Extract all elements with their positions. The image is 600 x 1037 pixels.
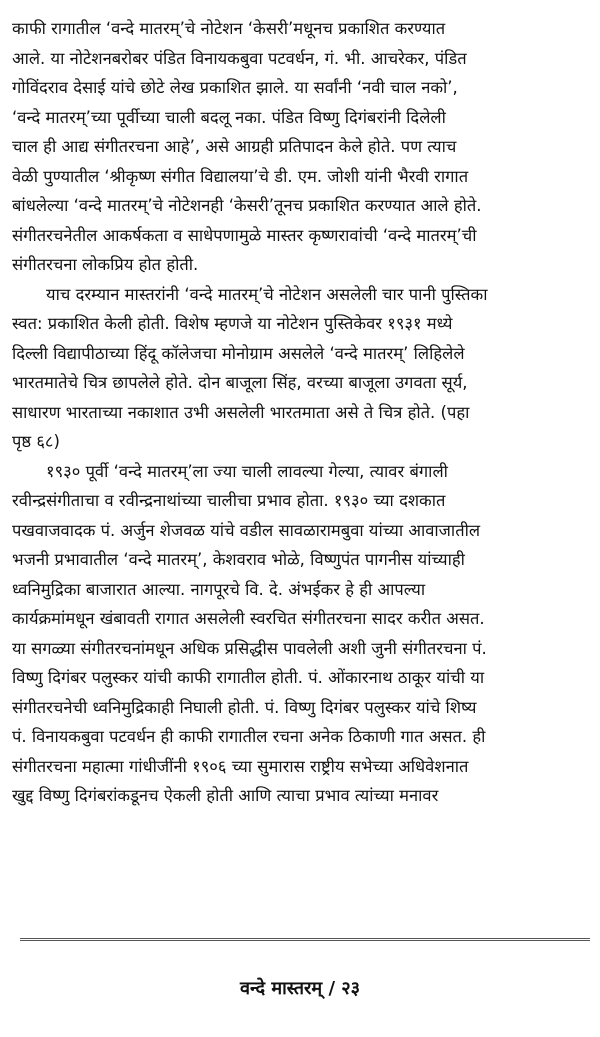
text-line: वेळी पुण्यातील ‘श्रीकृष्ण संगीत विद्यालया’चे डी. एम. जोशी यांनी भैरवी रागात	[12, 166, 469, 186]
body-text	[12, 14, 590, 811]
text-line: कार्यक्रमांमधून खंबावती रागात असलेली स्वरचित संगीतरचना सादर करीत असत.	[12, 609, 485, 628]
text-line: चाल ही आद्य संगीतरचना आहे’, असे आग्रही प्रतिपादन केले होते. पण त्याच	[12, 137, 457, 156]
text-line: पखवाजवादक पं. अर्जुन शेजवळ यांचे वडील सावळारामबुवा यांच्या आवाजातील	[12, 520, 481, 540]
text-line: साधारण भारताच्या नकाशात उभी असलेली भारतमाता असे ते चित्र होते. (पहा	[12, 402, 470, 422]
text-line: स्वत: प्रकाशित केली होती. विशेष म्हणजे या नोटेशन पुस्तिकेवर १९३१ मध्ये	[12, 314, 453, 333]
text-line: भारतमातेचे चित्र छापलेले होते. दोन बाजूला सिंह, वरच्या बाजूला उगवता सूर्य,	[12, 373, 468, 392]
text-line: संगीतरचनेतील आकर्षकता व साधेपणामुळे मास्तर कृष्णरावांची ‘वन्दे मातरम्’ची	[12, 225, 477, 245]
text-line: बांधलेल्या ‘वन्दे मातरम्’चे नोटेशनही ‘केसरी’तूनच प्रकाशित करण्यात आले होते.	[12, 196, 482, 215]
text-line: दिल्ली विद्यापीठाच्या हिंदू कॉलेजचा मोनोग्राम असलेले ‘वन्दे मातरम्’ लिहिलेले	[12, 343, 465, 363]
footer-divider	[20, 938, 590, 941]
page-footer: वन्दे मास्तरम् / २३	[239, 978, 361, 999]
text-line: ‘वन्दे मातरम्’च्या पूर्वीच्या चाली बदलू नका. पंडित विष्णु दिगंबरांनी दिलेली	[12, 107, 446, 127]
text-line: रवीन्द्रसंगीताचा व रवीन्द्रनाथांच्या चालीचा प्रभाव होता. १९३० च्या दशकात	[12, 491, 446, 510]
text-line: संगीतरचनेची ध्वनिमुद्रिकाही निघाली होती. पं. विष्णु दिगंबर पलुस्कर यांचे शिष्य	[12, 697, 477, 717]
text-line: गोविंदराव देसाई यांचे छोटे लेख प्रकाशित झाले. या सर्वांनी ‘नवी चाल नको’,	[12, 78, 458, 97]
text-line: विष्णु दिगंबर पलुस्कर यांची काफी रागातील होती. पं. ओंकारनाथ ठाकूर यांची या	[12, 668, 485, 687]
text-line: १९३० पूर्वी ‘वन्दे मातरम्’ला ज्या चाली लावल्या गेल्या, त्यावर बंगाली	[46, 461, 448, 481]
text-line: आले. या नोटेशनबरोबर पंडित विनायकबुवा पटवर्धन, गं. भी. आचरेकर, पंडित	[12, 48, 467, 68]
text-line: संगीतरचना लोकप्रिय होत होती.	[12, 255, 199, 274]
text-line: या सगळ्या संगीतरचनांमधून अधिक प्रसिद्धीस पावलेली अशी जुनी संगीतरचना पं.	[12, 638, 487, 658]
text-line: संगीतरचना महात्मा गांधीजींनी १९०६ च्या सुमारास राष्ट्रीय सभेच्या अधिवेशनात	[12, 756, 469, 776]
text-line: ध्वनिमुद्रिका बाजारात आल्या. नागपूरचे वि. दे. अंभईकर हे ही आपल्या	[12, 579, 426, 599]
text-line: याच दरम्यान मास्तरांनी ‘वन्दे मातरम्’चे नोटेशन असलेली चार पानी पुस्तिका	[46, 284, 488, 304]
text-line: काफी रागातील ‘वन्दे मातरम्’चे नोटेशन ‘केसरी’मधूनच प्रकाशित करण्यात	[12, 19, 446, 38]
text-line: भजनी प्रभावातील ‘वन्दे मातरम्’, केशवराव भोळे, विष्णुपंत पागनीस यांच्याही	[12, 550, 465, 569]
text-line: खुद्द विष्णु दिगंबरांकडूनच ऐकली होती आणि त्याचा प्रभाव त्यांच्या मनावर	[12, 786, 439, 805]
text-line: पं. विनायकबुवा पटवर्धन ही काफी रागातील रचना अनेक ठिकाणी गात असत. ही	[12, 727, 486, 746]
text-line: पृष्ठ ६८)	[12, 432, 60, 451]
